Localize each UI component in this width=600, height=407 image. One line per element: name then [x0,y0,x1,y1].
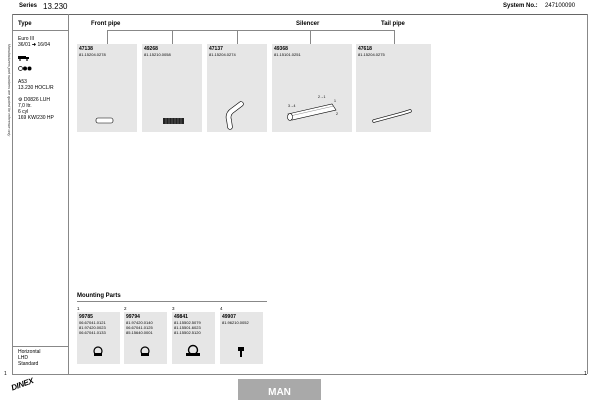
connector-front-3 [237,30,238,44]
oe-number-3: 85.15640.0001 [126,329,153,335]
oe-number-1: 81.96210.0052 [222,319,249,325]
power: 169 KW/230 HP [18,115,54,121]
part-card-tail-pipe[interactable] [356,44,431,132]
part-number: 47137 [209,46,223,52]
section-front-pipe: Front pipe [91,21,121,27]
header-rule [12,14,587,15]
oe-number-2: 81.15501.6023 [174,324,201,330]
model-name: 13.230 HOCL/R [18,85,54,91]
tail-pipe-icon [372,108,414,124]
left-border [12,14,13,374]
part-card-front-pipe-3[interactable] [207,44,267,132]
oe-number: 81.15210.0058 [144,51,171,57]
silencer-icon [284,100,340,124]
displacement: 7,0 ltr. [18,103,32,109]
section-tail-pipe: Tail pipe [381,21,405,27]
part-number: 49268 [144,46,158,52]
model-code: A53 [18,79,27,85]
clamp-icon [138,345,152,357]
version: Standard [18,361,39,367]
series-value: 13.230 [43,2,68,11]
part-number: 47618 [358,46,372,52]
part-number: 99785 [79,314,93,320]
reference-note: Manufacturers part numbers are quoted for reference only [7,43,11,137]
part-number: 99794 [126,314,140,320]
oe-number-2: 81.97420.0023 [79,324,106,330]
oe-number-1: 81.15502.5079 [174,319,201,325]
part-card-front-pipe-2[interactable] [142,44,202,132]
date-to: 16/04 [37,42,51,48]
oe-number: 81.15204.0274 [209,51,236,57]
section-silencer: Silencer [296,21,320,27]
straight-pipe-icon [95,116,115,125]
engine-icon: ⚙ [18,97,23,103]
mounting-card-1[interactable] [77,306,120,364]
dinex-logo: DINEX [10,376,35,393]
panel-divider [68,14,69,374]
connector-silencer [310,30,311,44]
connector-front-2 [172,30,173,44]
arrow-right-icon: ➜ [31,42,37,48]
drive-side: LHD [18,355,29,361]
double-clamp-icon [184,344,202,358]
section-mounting-parts: Mounting Parts [77,293,121,299]
part-number: 49841 [174,314,188,320]
oe-number-2: 06.67041.0125 [126,324,153,330]
mounting-card-4[interactable] [220,306,263,364]
part-card-front-pipe-1[interactable] [77,44,137,132]
page-number-right: 1 [584,371,587,377]
oe-number: 81.15204.0275 [358,51,385,57]
brand-tab: MAN [238,379,321,400]
footer-rule [12,374,587,375]
cylinders: 6 cyl [18,109,29,115]
flex-hose-icon [162,116,186,126]
engine-code: ⚙ D0826 LUH [18,97,51,103]
silencer-label-c: 1 [334,99,336,103]
mounting-index: 4 [220,306,223,311]
oe-number-3: 81.15502.5120 [174,329,201,335]
part-card-silencer[interactable] [272,44,352,132]
variant-rule [12,346,68,347]
part-number: 47138 [79,46,93,52]
clamp-icon [91,345,105,357]
part-number: 49907 [222,314,236,320]
bent-pipe-icon [221,100,251,130]
part-number: 49368 [274,46,288,52]
mounting-rule [77,301,267,302]
oe-number-1: 06.67041.0121 [79,319,106,325]
system-label: System No.: [503,3,538,9]
system-value: 247100090 [545,3,576,9]
connector-front-1 [107,30,108,44]
mounting-card-3[interactable] [172,306,215,364]
axle-icon [18,66,32,73]
oe-number-1: 81.97420.0140 [126,319,153,325]
euro-class: Euro III [18,36,35,42]
page-number-left: 1 [4,371,7,377]
oe-number-3: 06.67041.0133 [79,329,106,335]
type-rule [12,30,68,31]
mounting-index: 1 [77,306,80,311]
oe-number: 81.15101.0251 [274,51,301,57]
type-heading: Type [18,21,32,27]
date-range [18,42,50,48]
right-border [587,14,588,374]
connector-tail [394,30,395,44]
silencer-label-a: 3→4 [288,104,296,108]
mounting-index: 3 [172,306,175,311]
connector-chain [237,30,394,31]
bolt-icon [236,346,246,358]
oe-number: 81.15204.0278 [79,51,106,57]
date-from: 36/01 [18,42,31,48]
orientation: Horizontal [18,349,41,355]
series-label: Series [19,3,38,9]
mounting-index: 2 [124,306,127,311]
truck-icon [18,55,30,63]
silencer-label-d: 2 [336,112,338,116]
mounting-card-2[interactable] [124,306,167,364]
silencer-label-b: 2→1 [318,95,326,99]
